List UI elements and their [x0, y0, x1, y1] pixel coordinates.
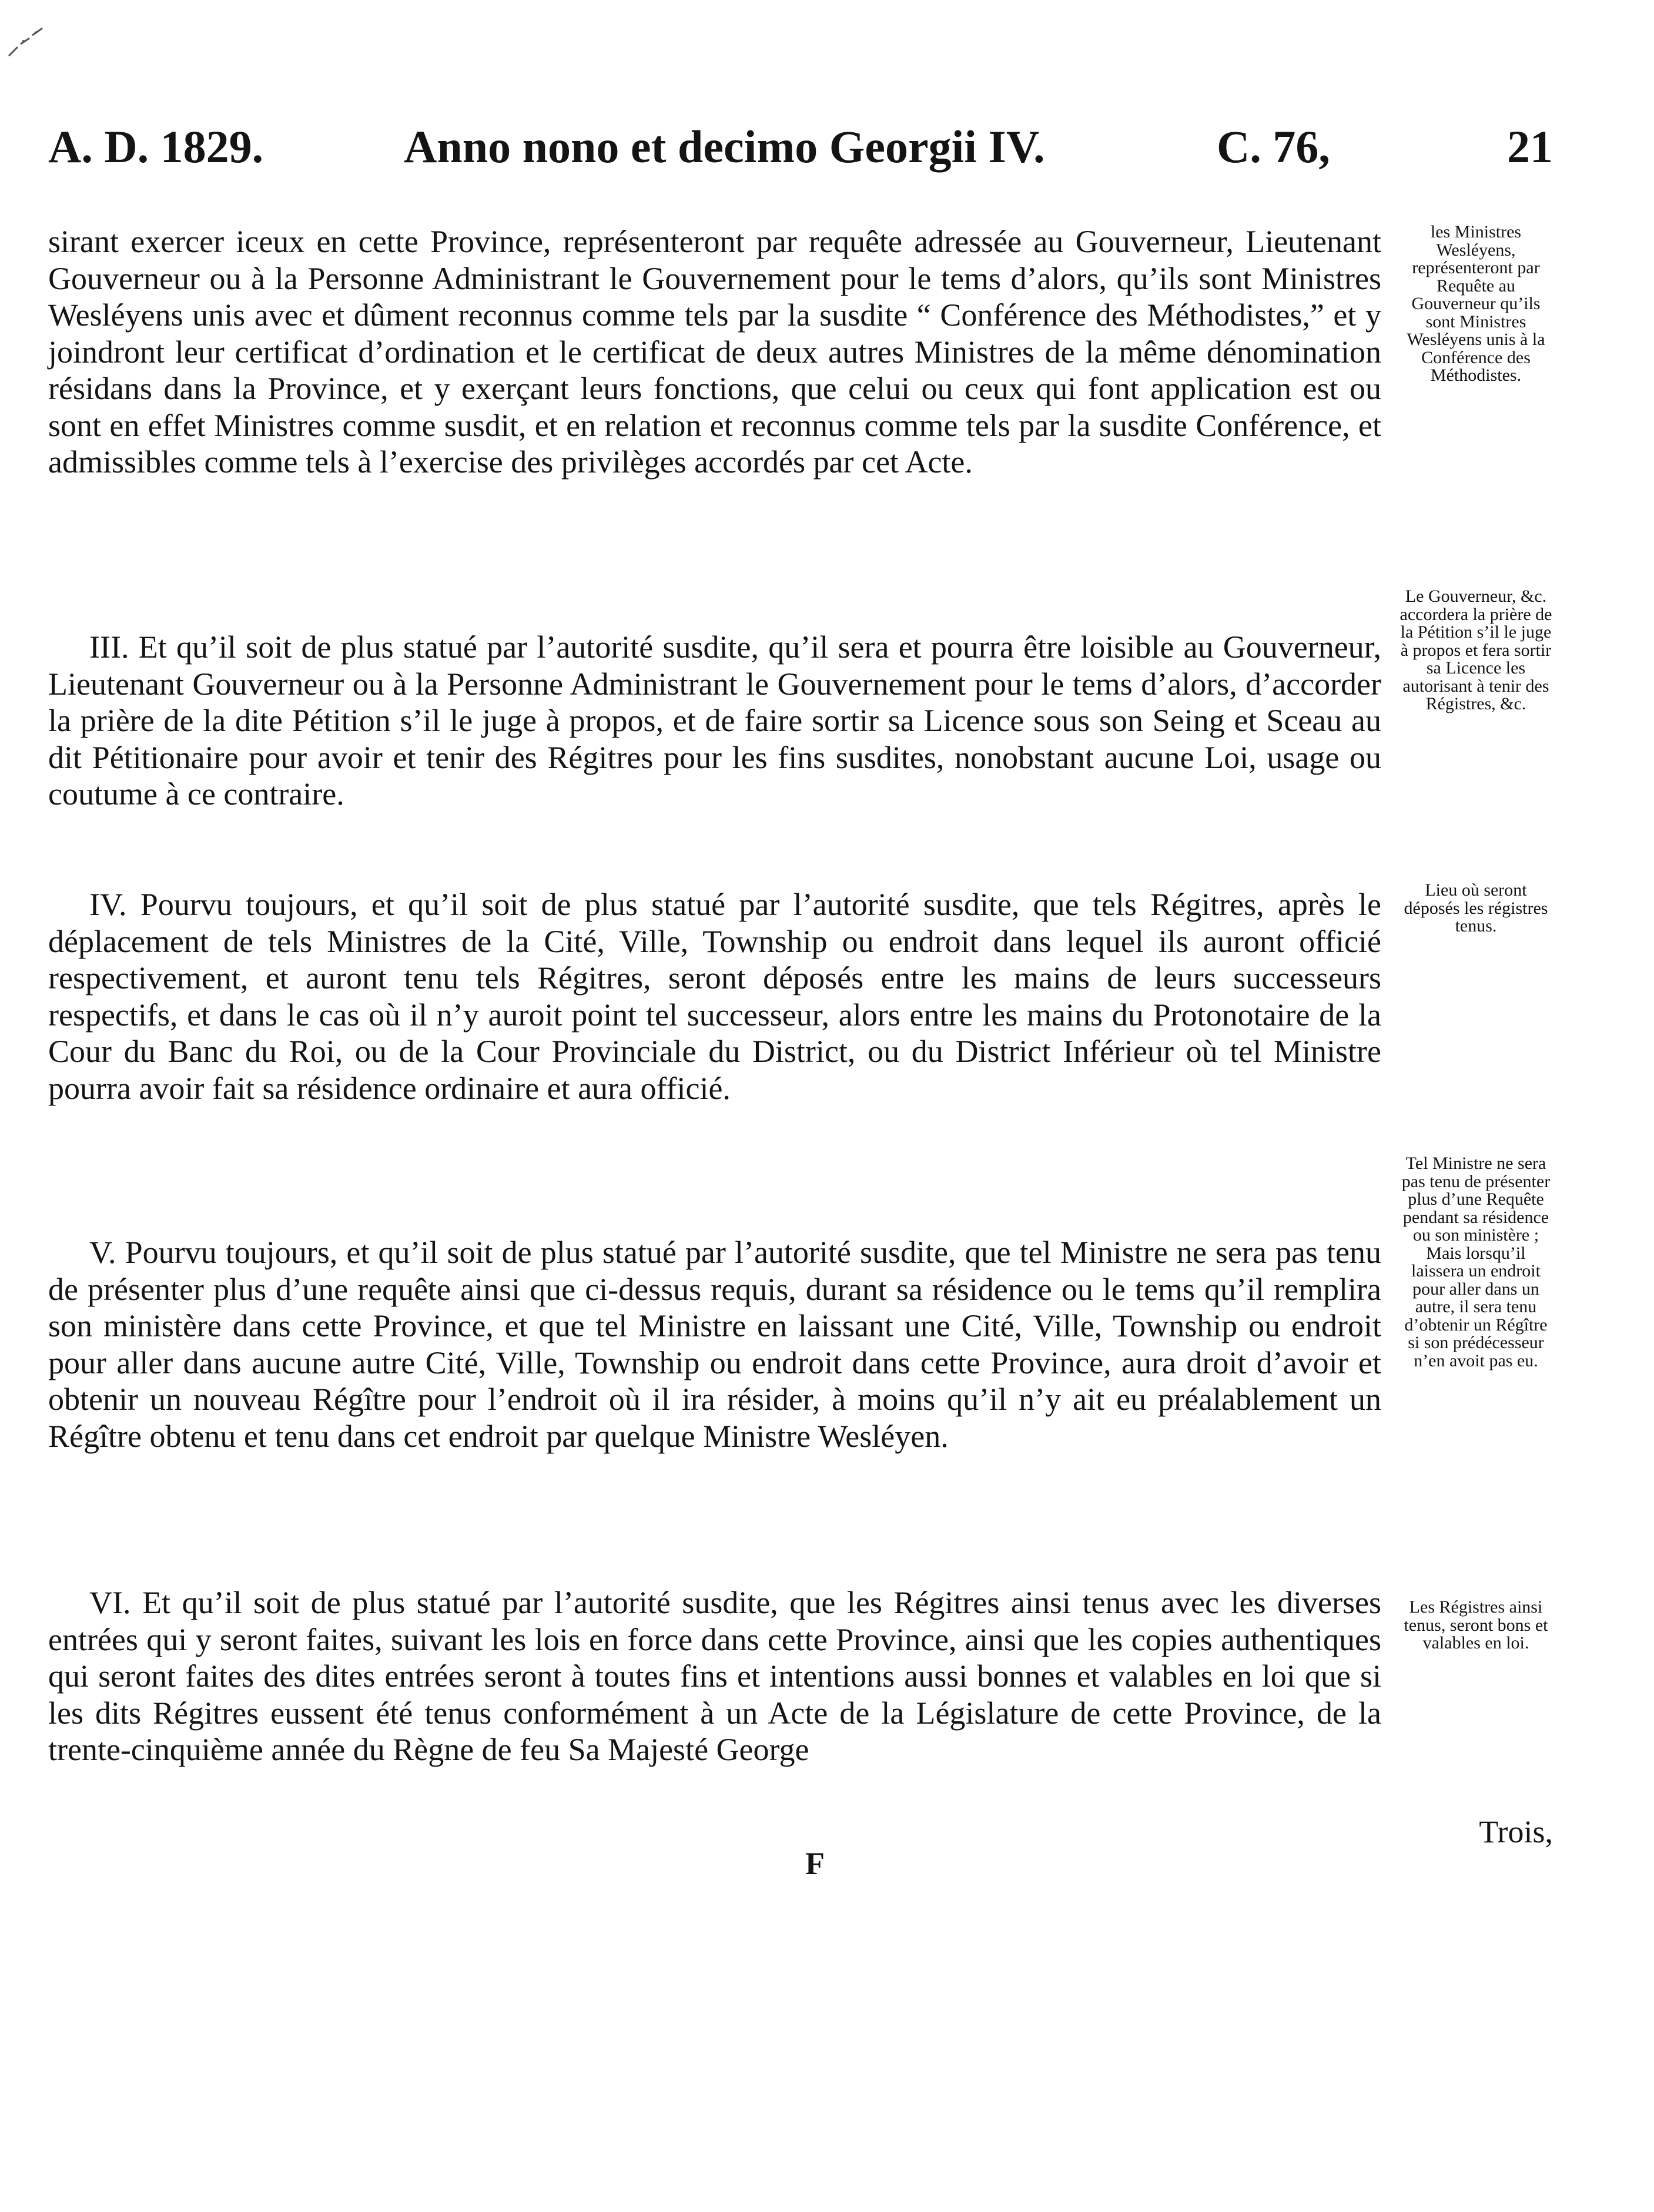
- paragraph-section-iii: III. Et qu’il soit de plus statué par l’autorité susdite, qu’il sera et pourra être loisible au Gouverneur, Lieutenant Gouverneur ou à la Personne Administrant le Gouvernement pour le tems d’alors, d’accorder la prière de la dite Pétition s’il le juge à propos, et de faire sortir sa Licence sous son Seing et Sceau au dit Pétitionaire pour avoir et tenir des Régitres pour les fins susdites, nonobstant aucune Loi, usage ou coutume à ce contraire.: [48, 629, 1381, 812]
- catchword: Trois,: [1479, 1814, 1553, 1849]
- header-year: A. D. 1829.: [48, 121, 264, 172]
- marginal-note: Le Gouverneur, &c. accordera la prière de la Pétition s’il le juge à propos et fera sortir sa Licence les autorisant à tenir des Régistres, &c.: [1399, 586, 1552, 713]
- header-title: Anno nono et decimo Georgii IV.: [404, 121, 1045, 172]
- paragraph-section-iv: IV. Pourvu toujours, et qu’il soit de plus statué par l’autorité susdite, que tels Régitres, après le déplacement de tels Ministres de la Cité, Ville, Township ou endroit dans lequel ils auront officié respectivement, et auront tenu tels Régitres, seront déposés entre les mains de leurs successeurs respectifs, et dans le cas où il n’y auroit point tel successeur, alors entre les mains du Protonotaire de la Cour du Banc du Roi, ou de la Cour Provinciale du District, ou du District Inférieur où tel Ministre pourra avoir fait sa résidence ordinaire et aura officié.: [48, 887, 1381, 1106]
- paragraph-section-vi: VI. Et qu’il soit de plus statué par l’autorité susdite, que les Régitres ainsi tenus avec les diverses entrées qui y seront faites, suivant les lois en force dans cette Province, ainsi que les copies authentiques qui seront faites des dites entrées seront à toutes fins et intentions aussi bonnes et valables en loi que si les dits Régitres eussent été tenus conformément à un Acte de la Législature de cette Province, de la trente-cinquième année du Règne de feu Sa Majesté George: [48, 1585, 1381, 1767]
- signature-mark: F: [805, 1846, 825, 1881]
- marginal-note: Tel Ministre ne sera pas tenu de présenter plus d’une Requête pendant sa résidence ou son ministère ; Mais lorsqu’il laissera un endroit pour aller dans un autre, il sera tenu d’obtenir un Régître si son prédécesseur n’en avoit pas eu.: [1401, 1154, 1551, 1370]
- ink-smudge-mark: [6, 24, 47, 59]
- marginal-note: Lieu où seront déposés les régistres tenus.: [1404, 880, 1548, 936]
- header-chapter: C. 76,: [1217, 121, 1330, 172]
- page-number: 21: [1507, 121, 1553, 172]
- running-header: [48, 112, 1553, 182]
- paragraph-section-v: V. Pourvu toujours, et qu’il soit de plus statué par l’autorité susdite, que tel Ministre ne sera pas tenu de présenter plus d’une requête ainsi que ci-dessus requis, durant sa résidence ou le tems qu’il remplira son ministère dans cette Province, et que tel Ministre en laissant une Cité, Ville, Township ou endroit pour aller dans aucune autre Cité, Ville, Township ou endroit dans cette Province, aura droit d’avoir et obtenir un nouveau Régître pour l’endroit où il ira résider, à moins qu’il n’y ait eu préalablement un Régître obtenu et tenu dans cet endroit par quelque Ministre Wesléyen.: [48, 1235, 1381, 1454]
- marginal-note: Les Régistres ainsi tenus, seront bons et valables en loi.: [1404, 1597, 1548, 1653]
- marginal-note: les Ministres Wesléyens, représenteront par Requête au Gouverneur qu’ils sont Ministres Wesléyens unis à la Conférence des Méthodistes.: [1407, 222, 1545, 385]
- paragraph-continuation: sirant exercer iceux en cette Province, représenteront par requête adressée au Gouverneur, Lieutenant Gouverneur ou à la Personne Administrant le Gouvernement pour le tems d’alors, qu’ils sont Ministres Wesléyens unis avec et dûment reconnus comme tels par la susdite “ Conférence des Méthodistes,” et y joindront leur certificat d’ordination et le certificat de deux autres Ministres de la même dénomination résidans dans la Province, et y exerçant leurs fonctions, que celui ou ceux qui font application est ou sont en effet Ministres comme susdit, et en relation et reconnus comme tels par la susdite Conférence, et admissibles comme tels à l’exercise des privilèges accordés par cet Acte.: [48, 224, 1381, 480]
